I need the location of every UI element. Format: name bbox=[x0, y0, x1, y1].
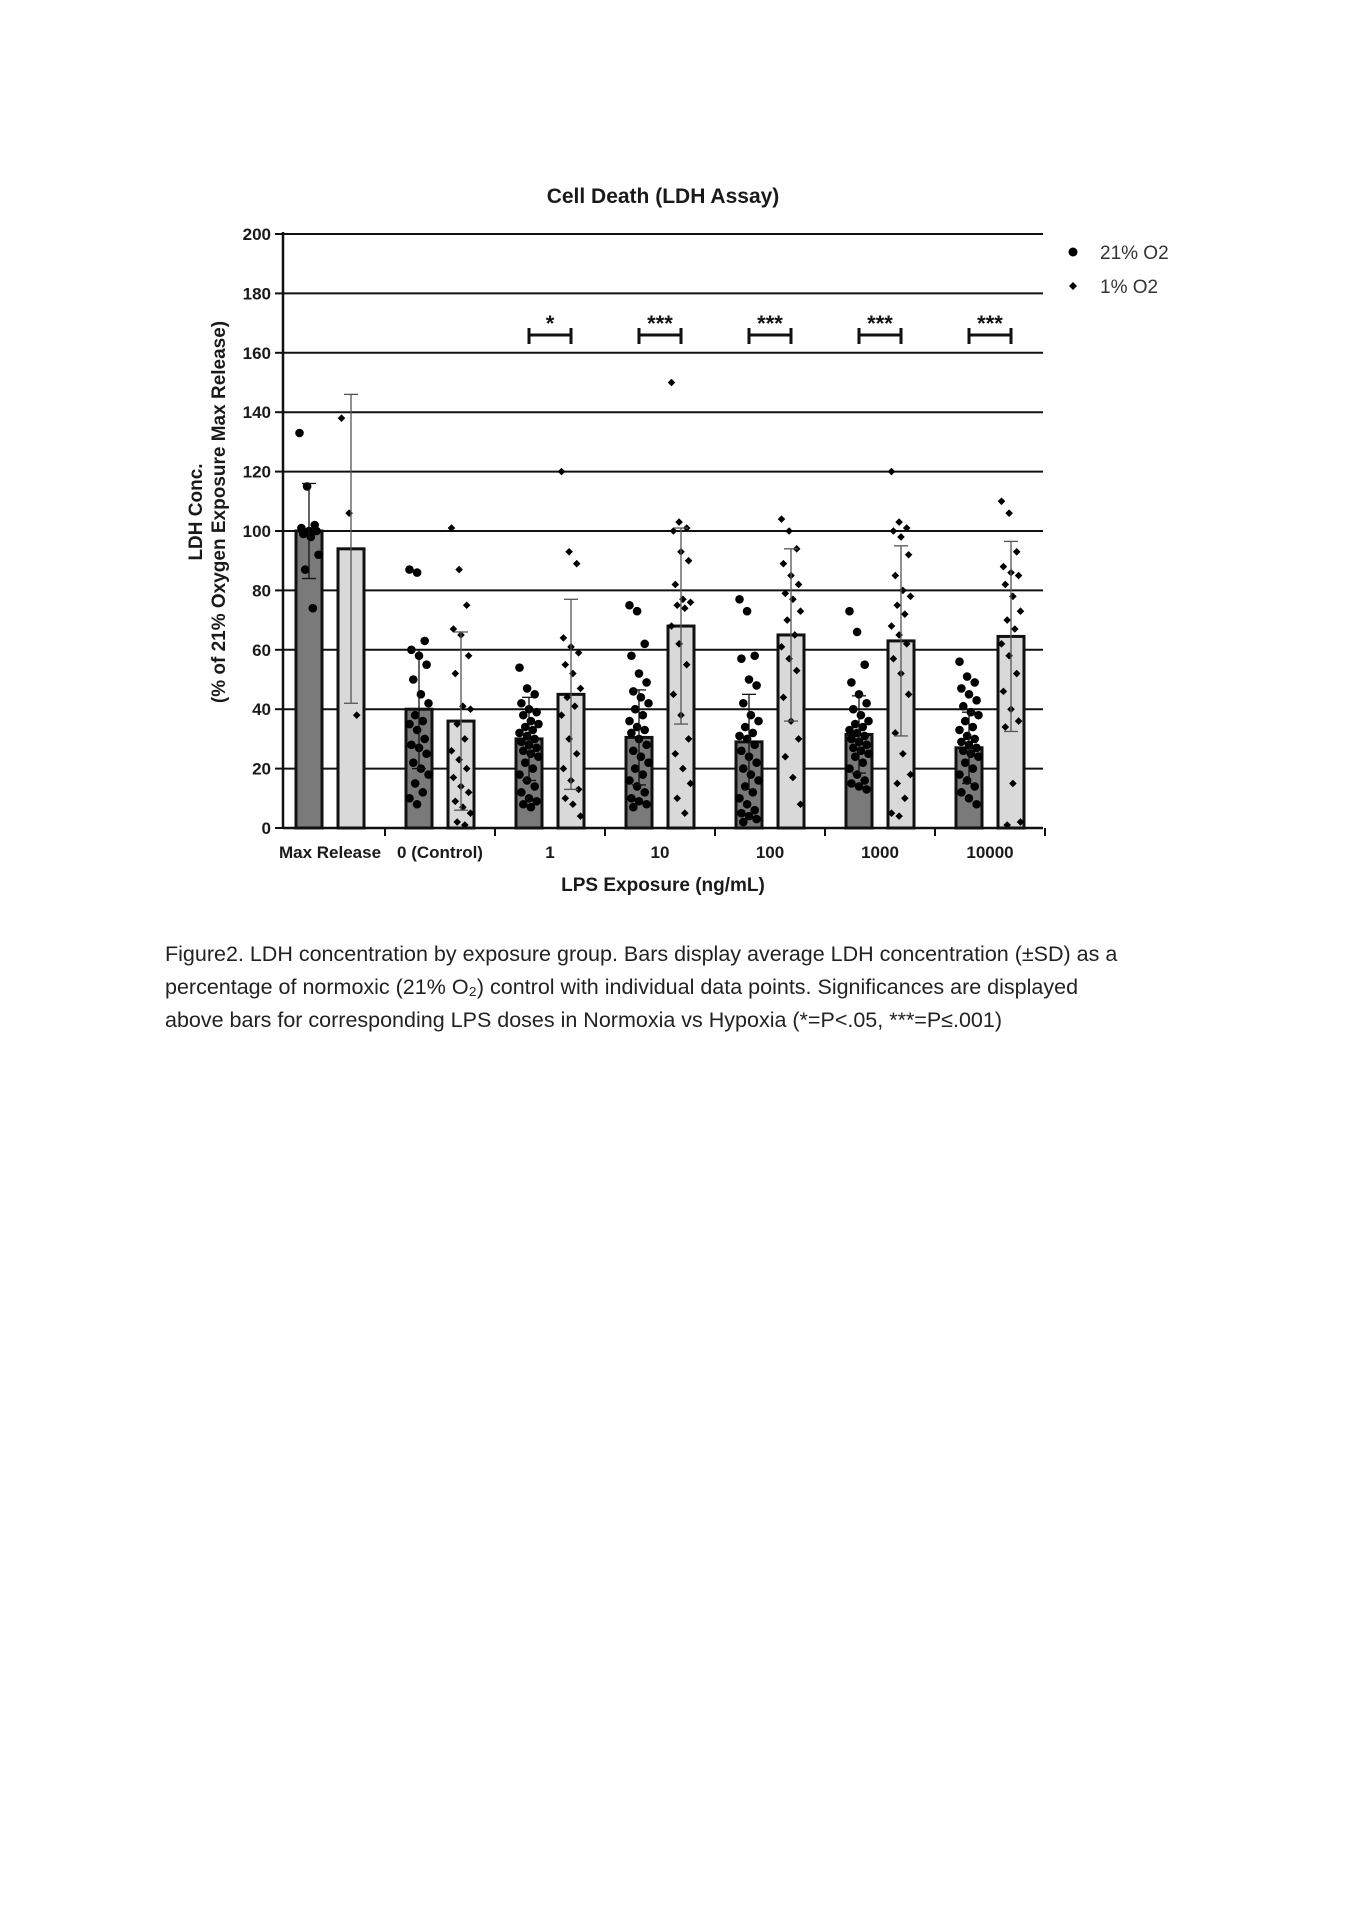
significance-label: *** bbox=[647, 310, 673, 336]
data-point bbox=[633, 607, 642, 616]
data-point bbox=[963, 672, 972, 681]
data-point bbox=[515, 729, 524, 738]
data-point bbox=[681, 604, 689, 612]
data-point bbox=[644, 758, 653, 767]
data-point bbox=[627, 729, 636, 738]
data-point bbox=[955, 657, 964, 666]
data-point bbox=[519, 800, 528, 809]
data-point bbox=[562, 661, 570, 669]
data-point bbox=[780, 560, 788, 568]
data-point bbox=[420, 735, 429, 744]
data-point bbox=[411, 779, 420, 788]
legend-marker bbox=[1069, 248, 1078, 257]
data-point bbox=[639, 711, 648, 720]
data-point bbox=[750, 651, 759, 660]
data-point bbox=[864, 749, 873, 758]
data-point bbox=[778, 515, 786, 523]
data-point bbox=[637, 752, 646, 761]
data-point bbox=[969, 723, 978, 732]
data-point bbox=[413, 726, 422, 735]
caption-line-1: Figure2. LDH concentration by exposure group. Bars display average LDH concentration (±SD) as a bbox=[165, 942, 1118, 966]
data-point bbox=[739, 764, 748, 773]
data-point bbox=[797, 607, 805, 615]
legend-marker bbox=[1069, 282, 1077, 290]
significance-label: *** bbox=[757, 310, 783, 336]
data-point bbox=[897, 533, 905, 541]
data-point bbox=[639, 770, 648, 779]
y-tick-label: 160 bbox=[242, 343, 271, 363]
data-point bbox=[631, 705, 640, 714]
data-point bbox=[407, 741, 416, 750]
data-point bbox=[299, 530, 308, 539]
data-point bbox=[523, 684, 532, 693]
data-point bbox=[1005, 509, 1013, 517]
data-point bbox=[860, 660, 869, 669]
data-point bbox=[737, 654, 746, 663]
data-point bbox=[635, 669, 644, 678]
y-tick-label: 180 bbox=[242, 284, 271, 304]
data-point bbox=[955, 726, 964, 735]
data-point bbox=[1000, 563, 1008, 571]
data-point bbox=[743, 800, 752, 809]
data-point bbox=[855, 782, 864, 791]
data-point bbox=[295, 429, 304, 438]
data-point bbox=[417, 690, 426, 699]
data-point bbox=[517, 738, 526, 747]
data-point bbox=[625, 776, 634, 785]
data-point bbox=[558, 468, 566, 476]
data-point bbox=[752, 815, 761, 824]
data-point bbox=[569, 670, 577, 678]
data-point bbox=[957, 738, 966, 747]
data-point bbox=[857, 711, 866, 720]
data-point bbox=[642, 678, 651, 687]
data-point bbox=[629, 687, 638, 696]
x-axis-label: LPS Exposure (ng/mL) bbox=[561, 875, 765, 896]
data-point bbox=[752, 681, 761, 690]
data-point bbox=[644, 699, 653, 708]
data-point bbox=[1011, 625, 1019, 633]
data-point bbox=[411, 711, 420, 720]
bars bbox=[296, 531, 1024, 828]
y-tick-label: 40 bbox=[252, 700, 271, 720]
data-point bbox=[519, 746, 528, 755]
data-point bbox=[633, 782, 642, 791]
data-point bbox=[783, 616, 791, 624]
data-point bbox=[893, 601, 901, 609]
data-point bbox=[789, 596, 797, 604]
data-point bbox=[965, 690, 974, 699]
data-point bbox=[517, 699, 526, 708]
y-tick-label: 120 bbox=[242, 462, 271, 482]
data-point bbox=[338, 414, 346, 422]
data-point bbox=[743, 735, 752, 744]
data-point bbox=[750, 741, 759, 750]
data-point bbox=[1015, 572, 1023, 580]
data-point bbox=[409, 675, 418, 684]
y-axis-label-line1: LDH Conc. bbox=[186, 463, 207, 561]
data-point bbox=[795, 581, 803, 589]
data-point bbox=[515, 663, 524, 672]
data-point bbox=[899, 587, 907, 595]
data-point bbox=[1002, 581, 1010, 589]
data-point bbox=[527, 749, 536, 758]
x-tick-label: 1 bbox=[545, 843, 555, 862]
data-point bbox=[405, 565, 414, 574]
data-point bbox=[959, 746, 968, 755]
data-point bbox=[1017, 607, 1025, 615]
data-point bbox=[970, 678, 979, 687]
data-point bbox=[965, 794, 974, 803]
data-point bbox=[972, 696, 981, 705]
data-point bbox=[739, 818, 748, 827]
data-point bbox=[640, 788, 649, 797]
data-point bbox=[687, 598, 695, 606]
data-point bbox=[640, 726, 649, 735]
data-point bbox=[888, 468, 896, 476]
legend-label: 1% O2 bbox=[1100, 277, 1159, 298]
data-point bbox=[419, 717, 428, 726]
data-point bbox=[530, 782, 539, 791]
data-point bbox=[862, 699, 871, 708]
data-point bbox=[735, 732, 744, 741]
data-point bbox=[845, 764, 854, 773]
significance-label: * bbox=[545, 310, 555, 336]
data-point bbox=[741, 723, 750, 732]
data-point bbox=[675, 518, 683, 526]
data-point bbox=[895, 631, 903, 639]
data-point bbox=[752, 758, 761, 767]
data-point bbox=[747, 770, 756, 779]
y-tick-label: 0 bbox=[261, 819, 271, 838]
data-point bbox=[849, 705, 858, 714]
data-point bbox=[1003, 616, 1011, 624]
data-point bbox=[955, 770, 964, 779]
data-point bbox=[737, 746, 746, 755]
significance-markers bbox=[529, 311, 1011, 344]
significance-label: *** bbox=[867, 310, 893, 336]
y-tick-label: 80 bbox=[252, 581, 271, 601]
data-point bbox=[527, 803, 536, 812]
data-point bbox=[853, 628, 862, 637]
ldh-bar-chart bbox=[0, 0, 1358, 930]
y-tick-label: 20 bbox=[252, 759, 271, 779]
data-point bbox=[413, 568, 422, 577]
data-point bbox=[424, 770, 433, 779]
data-point bbox=[845, 726, 854, 735]
data-point bbox=[673, 601, 681, 609]
data-point bbox=[890, 527, 898, 535]
data-point bbox=[463, 601, 471, 609]
data-point bbox=[515, 770, 524, 779]
y-tick-label: 200 bbox=[242, 225, 271, 244]
data-point bbox=[754, 776, 763, 785]
data-point bbox=[668, 379, 676, 387]
data-point bbox=[637, 693, 646, 702]
data-point bbox=[847, 678, 856, 687]
data-point bbox=[967, 749, 976, 758]
data-point bbox=[853, 770, 862, 779]
data-point bbox=[517, 788, 526, 797]
data-point bbox=[534, 752, 543, 761]
data-point bbox=[737, 809, 746, 818]
caption-line-2: percentage of normoxic (21% O₂) control with individual data points. Significances are displayed bbox=[165, 975, 1079, 999]
y-axis-label-line2: (% of 21% Oxygen Exposure Max Release) bbox=[209, 320, 230, 704]
data-point bbox=[409, 758, 418, 767]
data-point bbox=[974, 752, 983, 761]
x-tick-label: 10000 bbox=[966, 843, 1014, 862]
data-point bbox=[301, 565, 310, 574]
data-point bbox=[747, 711, 756, 720]
data-point bbox=[625, 601, 634, 610]
caption-line-3: above bars for corresponding LPS doses in Normoxia vs Hypoxia (*=P<.05, ***=P≤.001) bbox=[165, 1008, 1003, 1032]
data-point bbox=[465, 652, 473, 660]
x-tick-label: 100 bbox=[755, 843, 785, 862]
data-point bbox=[1013, 548, 1021, 556]
data-point bbox=[419, 788, 428, 797]
data-point bbox=[735, 595, 744, 604]
data-point bbox=[739, 699, 748, 708]
data-point bbox=[532, 708, 541, 717]
chart-title: Cell Death (LDH Assay) bbox=[546, 185, 780, 208]
data-point bbox=[573, 560, 581, 568]
data-point bbox=[565, 548, 573, 556]
data-point bbox=[413, 800, 422, 809]
x-tick-label: Max Release bbox=[278, 843, 382, 862]
data-point bbox=[345, 509, 353, 517]
data-point bbox=[672, 581, 680, 589]
data-point bbox=[629, 746, 638, 755]
data-point bbox=[560, 634, 568, 642]
data-point bbox=[969, 764, 978, 773]
data-point bbox=[625, 717, 634, 726]
data-point bbox=[957, 788, 966, 797]
data-point bbox=[314, 550, 323, 559]
data-point bbox=[905, 551, 913, 559]
data-point bbox=[307, 533, 316, 542]
data-point bbox=[627, 651, 636, 660]
y-tick-label: 60 bbox=[252, 640, 271, 660]
data-point bbox=[901, 610, 909, 618]
data-point bbox=[961, 758, 970, 767]
data-point bbox=[849, 744, 858, 753]
data-point bbox=[627, 794, 636, 803]
data-point bbox=[892, 572, 900, 580]
data-point bbox=[888, 622, 896, 630]
x-tick-label: 1000 bbox=[861, 843, 899, 862]
data-point bbox=[309, 604, 318, 613]
significance-label: *** bbox=[977, 310, 1003, 336]
data-point bbox=[529, 764, 538, 773]
data-point bbox=[521, 758, 530, 767]
data-point bbox=[577, 685, 585, 693]
data-point bbox=[1009, 593, 1017, 601]
data-point bbox=[519, 711, 528, 720]
data-point bbox=[895, 518, 903, 526]
data-point bbox=[957, 684, 966, 693]
legend-label: 21% O2 bbox=[1100, 243, 1169, 264]
data-point bbox=[424, 699, 433, 708]
data-point bbox=[972, 800, 981, 809]
data-point bbox=[642, 800, 651, 809]
data-point bbox=[679, 596, 687, 604]
x-tick-label: 10 bbox=[650, 843, 670, 862]
data-point bbox=[998, 498, 1006, 506]
data-point bbox=[642, 741, 651, 750]
data-point bbox=[631, 764, 640, 773]
data-point bbox=[455, 566, 463, 574]
data-point bbox=[851, 752, 860, 761]
data-point bbox=[907, 593, 915, 601]
data-point bbox=[862, 785, 871, 794]
data-point bbox=[743, 607, 752, 616]
data-point bbox=[961, 717, 970, 726]
data-point bbox=[452, 670, 460, 678]
data-point bbox=[640, 640, 649, 649]
data-point bbox=[405, 794, 414, 803]
data-point bbox=[745, 675, 754, 684]
data-point bbox=[847, 735, 856, 744]
data-point bbox=[420, 637, 429, 646]
y-tick-label: 100 bbox=[242, 522, 271, 541]
data-point bbox=[735, 794, 744, 803]
x-tick-label: 0 (Control) bbox=[397, 843, 483, 862]
data-point bbox=[422, 660, 431, 669]
data-point bbox=[785, 527, 793, 535]
data-point bbox=[685, 557, 693, 565]
data-point bbox=[754, 717, 763, 726]
data-point bbox=[467, 705, 475, 713]
y-tick-label: 140 bbox=[242, 403, 271, 423]
data-point bbox=[845, 607, 854, 616]
data-point bbox=[847, 779, 856, 788]
data-point bbox=[859, 758, 868, 767]
data-point bbox=[422, 749, 431, 758]
data-point bbox=[959, 702, 968, 711]
data-point bbox=[405, 720, 414, 729]
data-point bbox=[629, 803, 638, 812]
figure-caption bbox=[165, 938, 1205, 1037]
legend bbox=[1069, 243, 1169, 298]
